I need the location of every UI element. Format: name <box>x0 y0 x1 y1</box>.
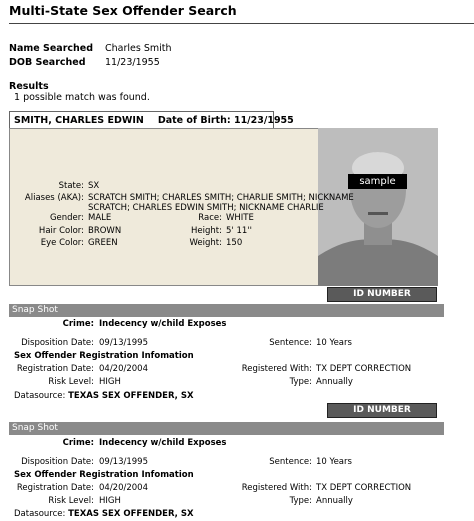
risk-level-value: HIGH <box>99 496 121 506</box>
race-value: WHITE <box>226 213 254 223</box>
gender-value: MALE <box>88 213 112 223</box>
type-value: Annually <box>316 377 353 387</box>
registration-date-value: 04/20/2004 <box>99 364 148 374</box>
risk-level-label: Risk Level: <box>48 496 94 506</box>
mugshot-image <box>318 128 438 286</box>
disposition-date-value: 09/13/1995 <box>99 457 148 467</box>
eye-color-value: GREEN <box>88 238 118 248</box>
dob-searched-value: 11/23/1955 <box>105 57 160 68</box>
results-heading: Results <box>9 81 49 92</box>
registration-date-label: Registration Date: <box>16 483 94 493</box>
page-title: Multi-State Sex Offender Search <box>9 3 237 18</box>
registration-date-label: Registration Date: <box>16 364 94 374</box>
sentence-label: Sentence: <box>269 457 312 467</box>
registered-with-label: Registered With: <box>241 483 312 493</box>
datasource-row <box>14 391 194 401</box>
disposition-date-value: 09/13/1995 <box>99 338 148 348</box>
type-value: Annually <box>316 496 353 506</box>
title-divider <box>9 23 474 24</box>
name-searched-value: Charles Smith <box>105 43 172 54</box>
risk-level-label: Risk Level: <box>48 377 94 387</box>
registered-with-value: TX DEPT CORRECTION <box>316 364 412 374</box>
race-label: Race: <box>198 213 222 223</box>
snap-shot-bar: Snap Shot <box>9 304 444 317</box>
crime-value: Indecency w/child Exposes <box>99 438 227 448</box>
hair-color-label: Hair Color: <box>38 226 84 236</box>
id-number-badge: ID NUMBER <box>327 287 437 302</box>
crime-value: Indecency w/child Exposes <box>99 319 227 329</box>
crime-label: Crime: <box>62 438 94 448</box>
registration-heading: Sex Offender Registration Infomation <box>14 351 194 361</box>
height-label: Height: <box>191 226 222 236</box>
sample-badge: sample <box>348 174 407 189</box>
datasource-label: Datasource: <box>14 509 66 519</box>
record-tab-dob: Date of Birth: 11/23/1955 <box>157 115 294 126</box>
sentence-value: 10 Years <box>316 457 352 467</box>
aliases-line-1: SCRATCH SMITH; CHARLES SMITH; CHARLIE SMITH; NICKNAME <box>88 193 354 203</box>
results-count: 1 possible match was found. <box>14 92 150 103</box>
height-value: 5' 11'' <box>226 226 252 236</box>
registration-heading: Sex Offender Registration Infomation <box>14 470 194 480</box>
datasource-row <box>14 509 194 519</box>
datasource-value: TEXAS SEX OFFENDER, SX <box>68 391 194 401</box>
registered-with-value: TX DEPT CORRECTION <box>316 483 412 493</box>
datasource-label: Datasource: <box>14 391 66 401</box>
type-label: Type: <box>289 377 312 387</box>
eye-color-label: Eye Color: <box>40 238 84 248</box>
offender-photo <box>318 128 438 286</box>
weight-value: 150 <box>226 238 243 248</box>
gender-label: Gender: <box>49 213 84 223</box>
snap-shot-bar: Snap Shot <box>9 422 444 435</box>
hair-color-value: BROWN <box>88 226 122 236</box>
registration-date-value: 04/20/2004 <box>99 483 148 493</box>
crime-label: Crime: <box>62 319 94 329</box>
sentence-value: 10 Years <box>316 338 352 348</box>
name-searched-row <box>9 43 172 54</box>
aliases-label: Aliases (AKA): <box>24 193 84 203</box>
record-tab-name: SMITH, CHARLES EDWIN <box>14 115 144 126</box>
type-label: Type: <box>289 496 312 506</box>
dob-searched-label: DOB Searched <box>9 57 86 68</box>
datasource-value: TEXAS SEX OFFENDER, SX <box>68 509 194 519</box>
disposition-date-label: Disposition Date: <box>21 338 94 348</box>
id-number-badge: ID NUMBER <box>327 403 437 418</box>
dob-searched-row <box>9 57 160 68</box>
state-label: State: <box>58 181 84 191</box>
state-value: SX <box>88 181 100 191</box>
disposition-date-label: Disposition Date: <box>21 457 94 467</box>
sentence-label: Sentence: <box>269 338 312 348</box>
aliases-line-2: SCRATCH; CHARLES EDWIN SMITH; NICKNAME CHARLIE <box>88 203 324 213</box>
name-searched-label: Name Searched <box>9 43 94 54</box>
registered-with-label: Registered With: <box>241 364 312 374</box>
record-tab[interactable] <box>9 111 294 129</box>
risk-level-value: HIGH <box>99 377 121 387</box>
weight-label: Weight: <box>189 238 222 248</box>
